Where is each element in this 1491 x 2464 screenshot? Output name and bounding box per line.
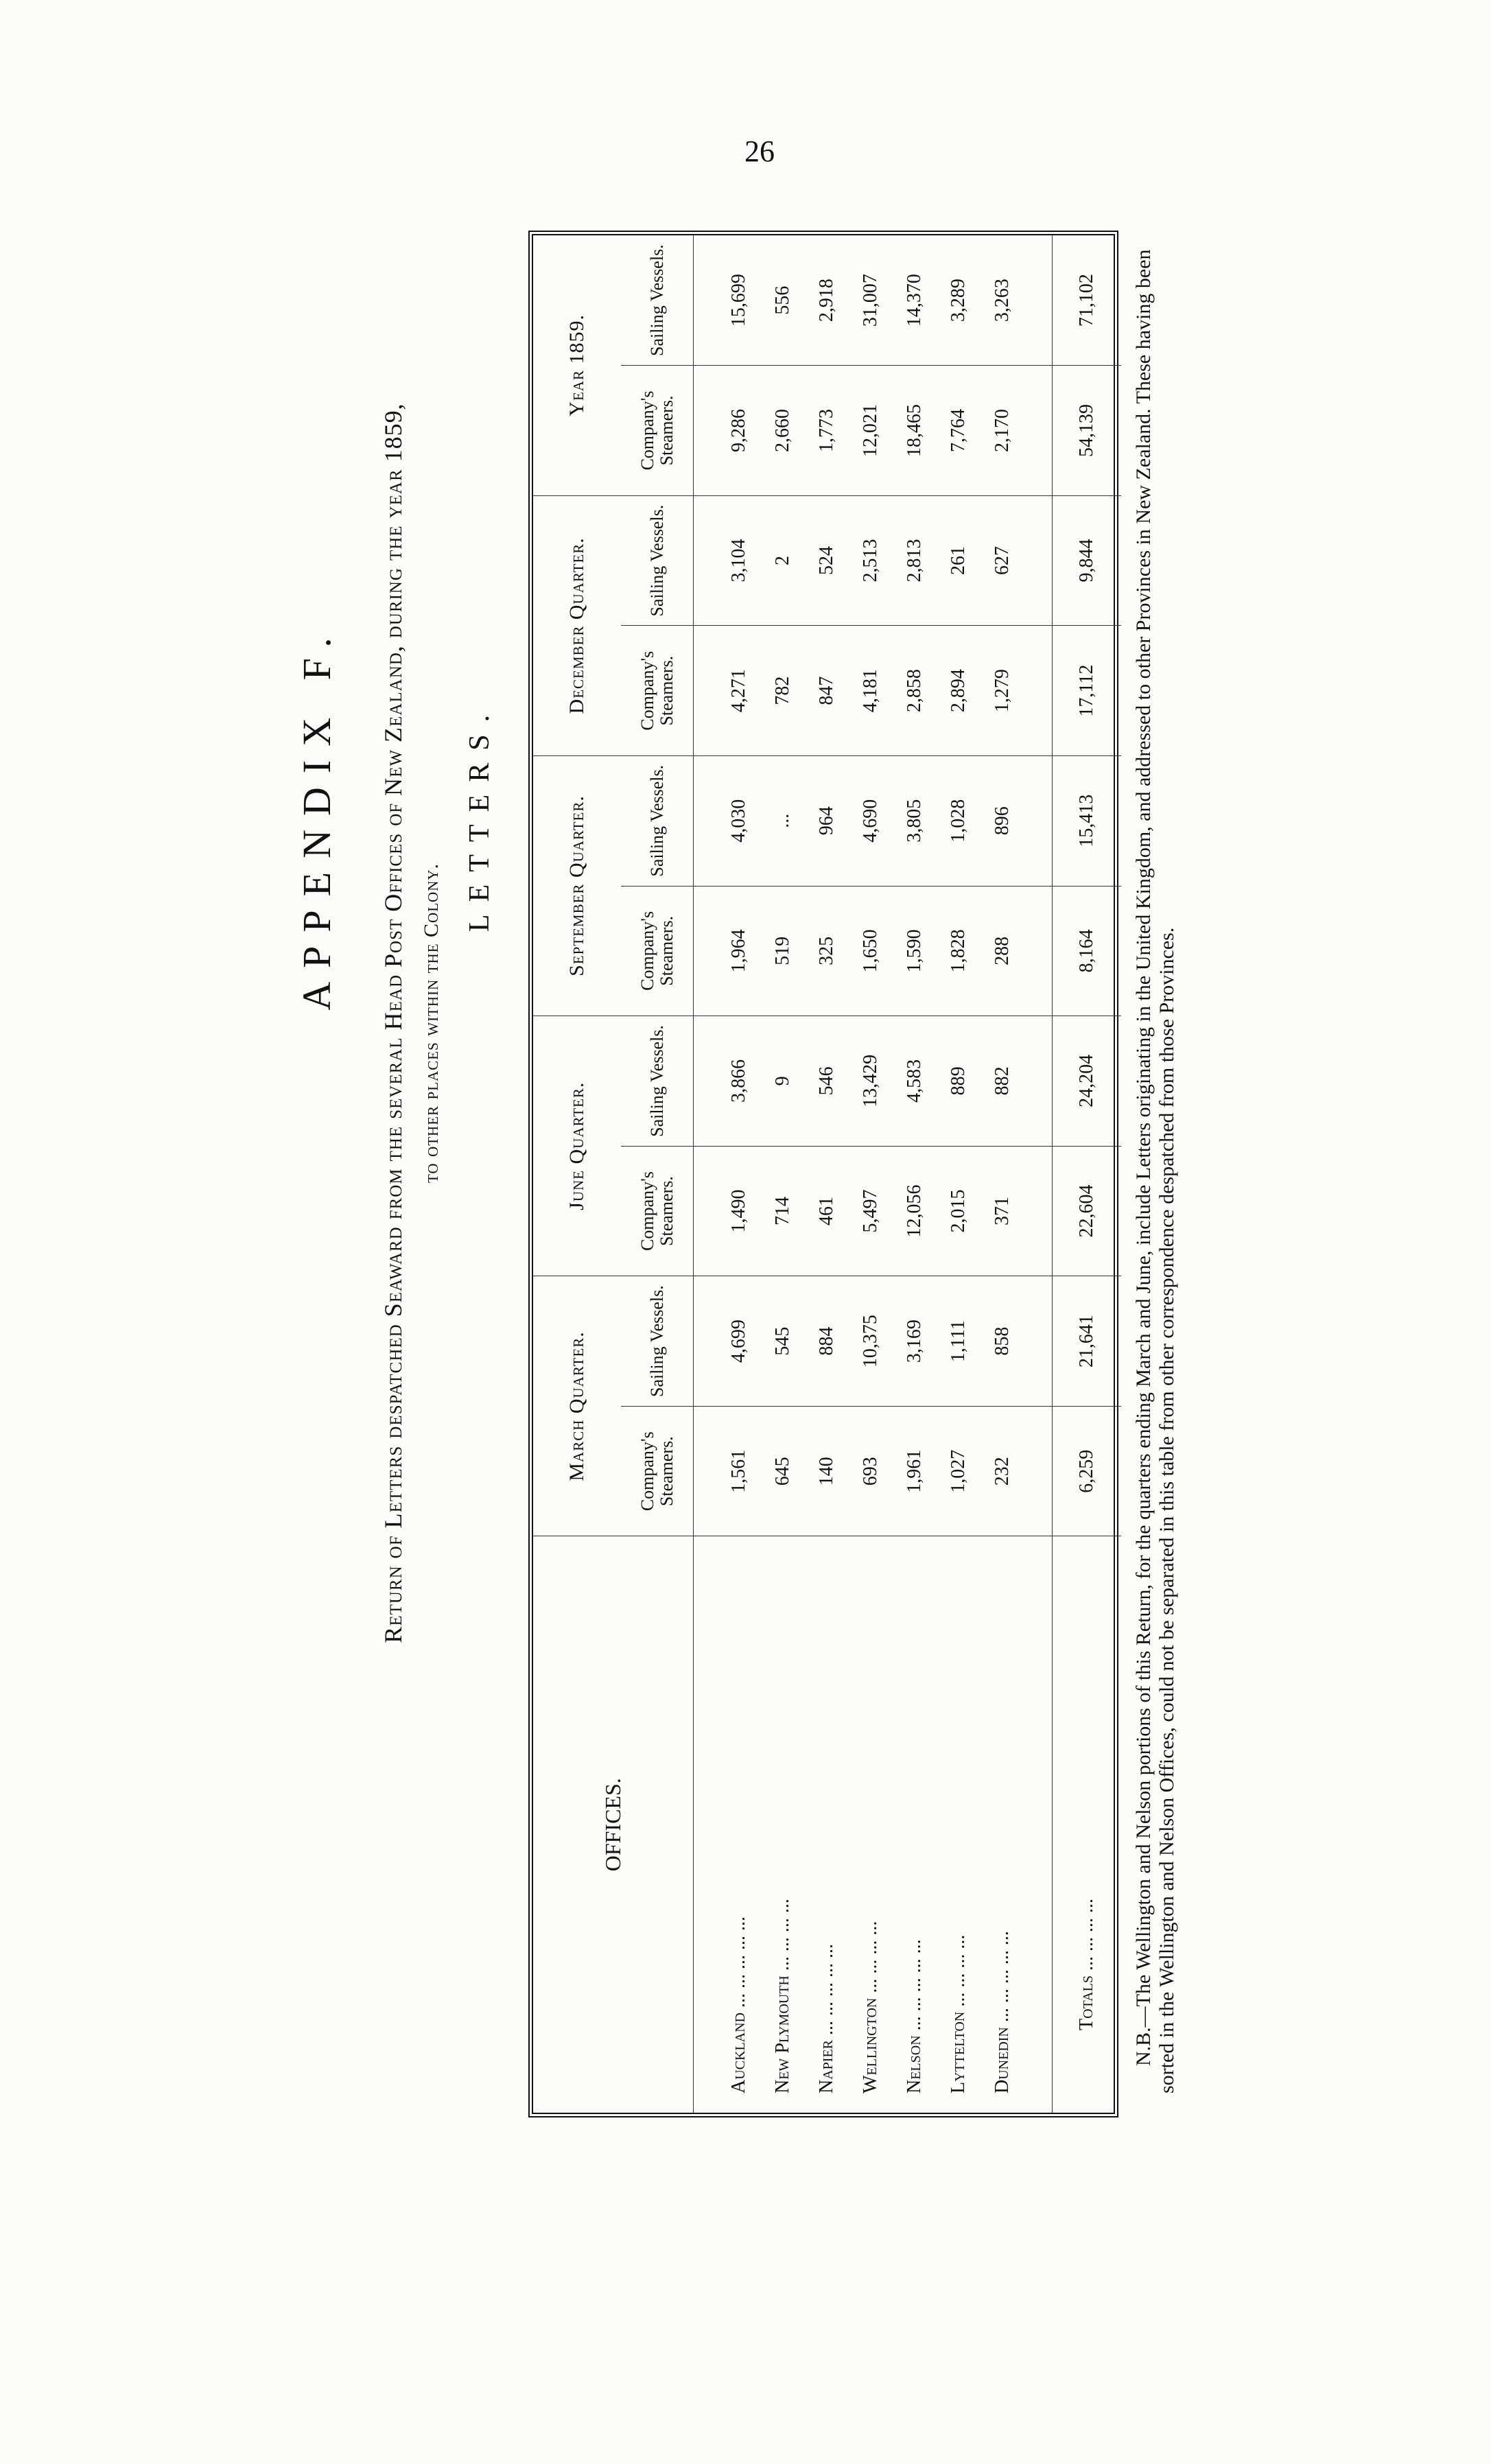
table-row <box>981 235 1024 2113</box>
table-cell: 288 <box>981 886 1024 1016</box>
table-cell: 556 <box>761 235 805 366</box>
table-cell: 714 <box>761 1146 805 1276</box>
table-cell: 3,169 <box>893 1276 937 1407</box>
sub-header-steamers: Company's Steamers. <box>621 886 694 1016</box>
table-cell: 1,964 <box>694 886 762 1016</box>
sub-header-sailing: Sailing Vessels. <box>621 1276 694 1407</box>
table-cell: 12,056 <box>893 1146 937 1276</box>
table-cell: 1,279 <box>981 626 1024 756</box>
total-cell: 21,641 <box>1053 1276 1122 1407</box>
table-cell: 14,370 <box>893 235 937 366</box>
table-cell: 13,429 <box>849 1016 893 1147</box>
table-cell: 4,030 <box>694 755 762 886</box>
sub-header-steamers: Company's Steamers. <box>621 1146 694 1276</box>
table-cell: 1,490 <box>694 1146 762 1276</box>
group-header-june: June Quarter. <box>533 1016 621 1276</box>
office-name: Dunedin ... ... ... ... ... <box>991 1931 1013 2093</box>
table-cell: 1,028 <box>937 755 981 886</box>
table-cell: 1,828 <box>937 886 981 1016</box>
table-cell: 2 <box>761 495 805 626</box>
sub-header-sailing: Sailing Vessels. <box>621 235 694 366</box>
table-cell: 1,961 <box>893 1406 937 1536</box>
table-cell: 964 <box>805 755 849 886</box>
table-row <box>937 235 981 2113</box>
table-cell: 645 <box>761 1406 805 1536</box>
table-cell: 2,918 <box>805 235 849 366</box>
table-cell: 627 <box>981 495 1024 626</box>
table-row <box>849 235 893 2113</box>
total-cell: 54,139 <box>1053 366 1122 496</box>
group-header-december: December Quarter. <box>533 495 621 755</box>
table-cell: 4,583 <box>893 1016 937 1147</box>
table-cell: 896 <box>981 755 1024 886</box>
section-heading: LETTERS. <box>464 702 495 932</box>
appendix-title: APPENDIX F. <box>294 624 339 1011</box>
table-cell: 782 <box>761 626 805 756</box>
table-cell: 2,170 <box>981 366 1024 496</box>
sub-header-steamers: Company's Steamers. <box>621 366 694 496</box>
table-cell: 884 <box>805 1276 849 1407</box>
totals-label: Totals ... ... ... ... <box>1053 1536 1122 2113</box>
table-cell: 3,866 <box>694 1016 762 1147</box>
table-cell: 858 <box>981 1276 1024 1407</box>
table-cell: 4,181 <box>849 626 893 756</box>
table-cell: 3,104 <box>694 495 762 626</box>
table-cell: 693 <box>849 1406 893 1536</box>
table-cell: 1,027 <box>937 1406 981 1536</box>
table-cell: 15,699 <box>694 235 762 366</box>
table-row <box>893 235 937 2113</box>
table-cell: 10,375 <box>849 1276 893 1407</box>
total-cell: 15,413 <box>1053 755 1122 886</box>
table-cell: 3,263 <box>981 235 1024 366</box>
return-subtitle-continued: to other places within the Colony. <box>420 863 443 1184</box>
table-cell: 2,858 <box>893 626 937 756</box>
table-cell: 889 <box>937 1016 981 1147</box>
table-cell: 4,699 <box>694 1276 762 1407</box>
office-name: Lyttelton ... ... ... ... <box>948 1934 969 2093</box>
table-cell: 325 <box>805 886 849 1016</box>
offices-header: OFFICES. <box>533 1536 694 2113</box>
sub-header-sailing: Sailing Vessels. <box>621 1016 694 1147</box>
table-cell: 232 <box>981 1406 1024 1536</box>
totals-row <box>1053 235 1122 2113</box>
table-cell: 2,660 <box>761 366 805 496</box>
total-cell: 8,164 <box>1053 886 1122 1016</box>
office-name: Napier ... ... ... ... ... <box>816 1943 837 2093</box>
table-cell: 1,561 <box>694 1406 762 1536</box>
return-subtitle: Return of Letters despatched Seaward from the several Head Post Offices of New Zealand, during the year 1859, <box>379 403 407 1643</box>
sub-header-sailing: Sailing Vessels. <box>621 755 694 886</box>
table-cell: 519 <box>761 886 805 1016</box>
office-name: Auckland ... ... ... ... ... <box>728 1916 749 2093</box>
table-cell: 847 <box>805 626 849 756</box>
table-cell: 371 <box>981 1146 1024 1276</box>
table-cell: 3,805 <box>893 755 937 886</box>
office-name: New Plymouth ... ... ... ... <box>772 1899 793 2093</box>
table-cell: 9 <box>761 1016 805 1147</box>
sub-header-sailing: Sailing Vessels. <box>621 495 694 626</box>
table-cell: 140 <box>805 1406 849 1536</box>
table-row <box>761 235 805 2113</box>
page-number: 26 <box>744 134 775 168</box>
table-cell: 12,021 <box>849 366 893 496</box>
sub-header-steamers: Company's Steamers. <box>621 626 694 756</box>
table-cell: 545 <box>761 1276 805 1407</box>
footnote: N.B.—The Wellington and Nelson portions of this Return, for the quarters ending March and June, include Letters originating in the United Kingdom, and addressed to other Provinces in New Zealand. These having been sorted in the Wellington and Nelson Offices, could not be separated in this table from other correspondence despatched from those Provinces. <box>1132 249 1178 2093</box>
letters-table <box>533 235 1121 2113</box>
table-cell: 7,764 <box>937 366 981 496</box>
table-cell: ... <box>761 755 805 886</box>
total-cell: 17,112 <box>1053 626 1122 756</box>
office-name: Wellington ... ... ... ... <box>860 1921 881 2093</box>
total-cell: 24,204 <box>1053 1016 1122 1147</box>
table-cell: 1,650 <box>849 886 893 1016</box>
table-cell: 2,513 <box>849 495 893 626</box>
table-cell: 524 <box>805 495 849 626</box>
table-cell: 2,015 <box>937 1146 981 1276</box>
table-cell: 4,271 <box>694 626 762 756</box>
total-cell: 6,259 <box>1053 1406 1122 1536</box>
group-header-year: Year 1859. <box>533 235 621 495</box>
table-cell: 1,111 <box>937 1276 981 1407</box>
group-header-march: March Quarter. <box>533 1276 621 1536</box>
total-cell: 22,604 <box>1053 1146 1122 1276</box>
table-cell: 31,007 <box>849 235 893 366</box>
table-cell: 261 <box>937 495 981 626</box>
table-cell: 5,497 <box>849 1146 893 1276</box>
table-cell: 1,590 <box>893 886 937 1016</box>
table-cell: 18,465 <box>893 366 937 496</box>
table-cell: 4,690 <box>849 755 893 886</box>
sub-header-steamers: Company's Steamers. <box>621 1406 694 1536</box>
table-cell: 2,894 <box>937 626 981 756</box>
table-cell: 9,286 <box>694 366 762 496</box>
total-cell: 9,844 <box>1053 495 1122 626</box>
table-cell: 3,289 <box>937 235 981 366</box>
letters-table-frame <box>528 231 1118 2117</box>
total-cell: 71,102 <box>1053 235 1122 366</box>
table-cell: 882 <box>981 1016 1024 1147</box>
office-name: Nelson ... ... ... ... ... <box>904 1939 925 2093</box>
table-row <box>805 235 849 2113</box>
table-cell: 1,773 <box>805 366 849 496</box>
group-header-september: September Quarter. <box>533 755 621 1016</box>
table-row <box>694 235 762 2113</box>
table-cell: 546 <box>805 1016 849 1147</box>
table-cell: 2,813 <box>893 495 937 626</box>
table-cell: 461 <box>805 1146 849 1276</box>
